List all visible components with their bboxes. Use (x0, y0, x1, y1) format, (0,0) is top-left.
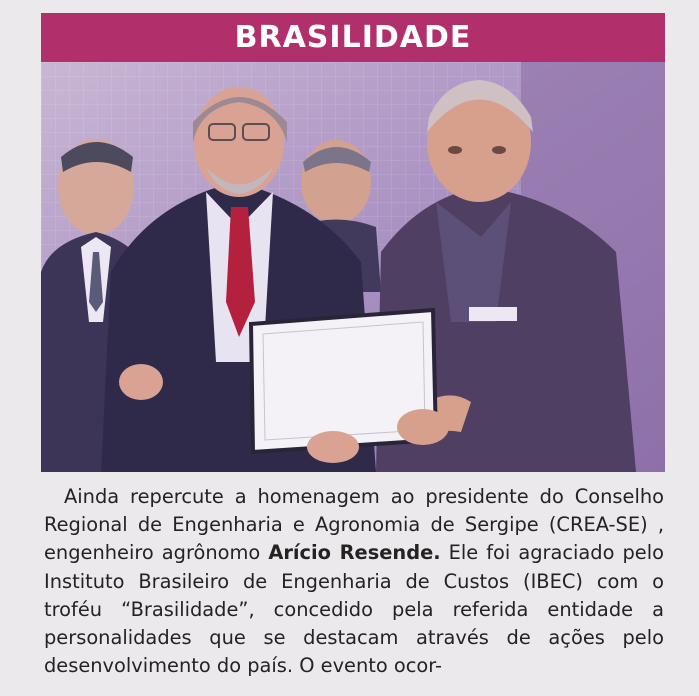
award-ceremony-photo (41, 62, 665, 472)
section-title: BRASILIDADE (234, 19, 472, 55)
article-body (44, 483, 664, 680)
article-text-part2: Ele foi agraciado pelo Instituto Brasileiro de Engenharia de Custos (IBEC) com o troféu “Brasilidade”, concedido pela referida entidade a personalidades que se destacam através de ações pelo desenvolvimento do país. O evento ocor- (44, 541, 664, 678)
section-banner (41, 13, 665, 62)
hand-left (307, 431, 359, 463)
hand-right (397, 409, 449, 445)
honoree-name: Arício Resende. (268, 541, 441, 565)
article-text-part1: Ainda repercute a homenagem ao presidente do Conselho Regional de Engenharia e Agronomia de Sergipe (CREA-SE) , engenheiro agrônomo (44, 485, 664, 565)
news-photo (41, 62, 665, 472)
